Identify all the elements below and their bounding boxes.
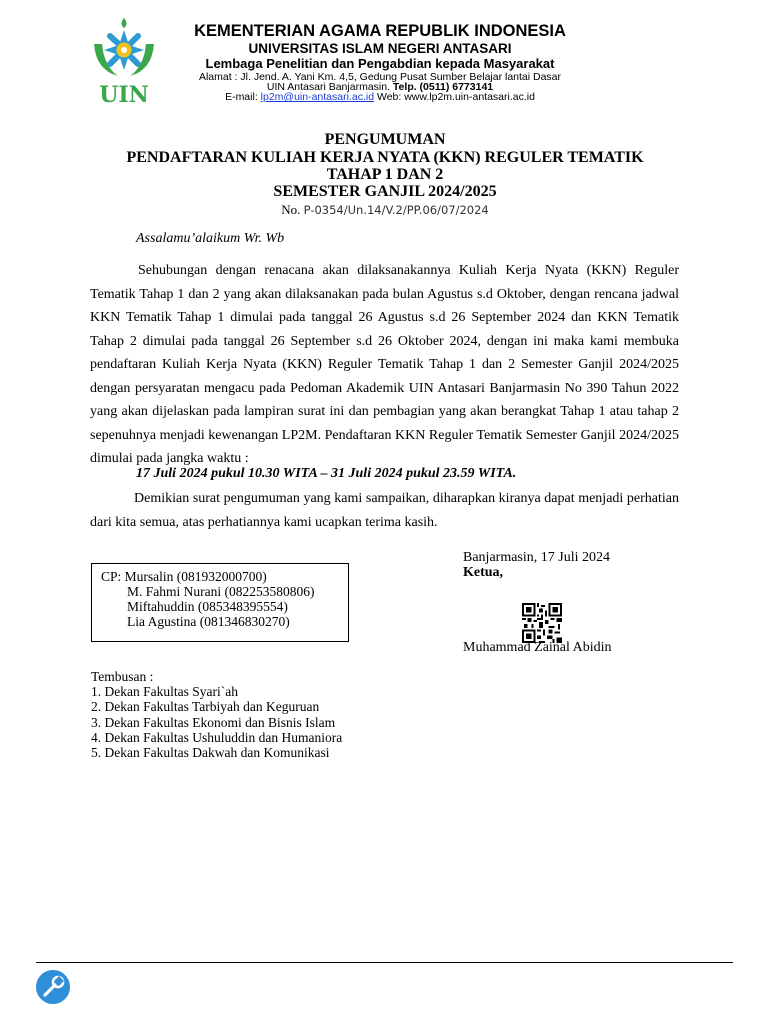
contact-line: [170, 91, 590, 103]
university-name: UNIVERSITAS ISLAM NEGERI ANTASARI: [248, 41, 512, 56]
title-subject: PENDAFTARAN KULIAH KERJA NYATA (KKN) REGULER TEMATIK: [126, 149, 644, 166]
ministry-name: KEMENTERIAN AGAMA REPUBLIK INDONESIA: [194, 22, 566, 40]
qr-code-icon: [522, 603, 562, 643]
contact-person: Miftahuddin (085348395554): [127, 599, 288, 614]
logo-text: UIN: [99, 82, 149, 106]
number-label: No.: [281, 202, 301, 217]
copies-item: 3. Dekan Fakultas Ekonomi dan Bisnis Islam: [91, 714, 336, 730]
contact-person: M. Fahmi Nurani (082253580806): [127, 584, 315, 599]
contact-person: Lia Agustina (081346830270): [127, 614, 290, 629]
title-semester: SEMESTER GANJIL 2024/2025: [273, 183, 497, 200]
signer-name: Muhammad Zainal Abidin: [463, 640, 612, 655]
place-date: Banjarmasin, 17 Juli 2024: [463, 550, 610, 565]
signer-role: Ketua,: [463, 565, 504, 580]
contact-person-box: [91, 563, 349, 642]
website: Web: www.lp2m.uin-antasari.ac.id: [376, 91, 535, 103]
copies-item: 1. Dekan Fakultas Syari`ah: [91, 684, 238, 700]
title-stage: TAHAP 1 DAN 2: [326, 166, 444, 183]
wrench-circle-icon[interactable]: [36, 970, 70, 1004]
greeting: Assalamu’alaikum Wr. Wb: [136, 231, 285, 246]
copies-list: [91, 669, 342, 760]
body-paragraph-2: Demikian surat pengumuman yang kami sampaikan, diharapkan kiranya dapat menjadi perhatian dari kita semua, atas perhatiannya kami ucapkan terima kasih.: [90, 491, 679, 530]
copies-item: 5. Dekan Fakultas Dakwah dan Komunikasi: [91, 745, 330, 761]
uin-logo: [92, 14, 156, 106]
title-announcement: PENGUMUMAN: [324, 131, 446, 148]
address-line: Alamat : Jl. Jend. A. Yani Km. 4,5, Gedung Pusat Sumber Belajar lantai Dasar: [198, 71, 562, 83]
email-link[interactable]: lp2m@uin-antasari.ac.id: [260, 91, 375, 103]
phone: Telp. (0511) 6773141: [392, 81, 494, 93]
copies-item: 4. Dekan Fakultas Ushuluddin dan Humaniora: [91, 729, 343, 745]
registration-schedule: 17 Juli 2024 pukul 10.30 WITA – 31 Juli 2024 pukul 23.59 WITA.: [136, 466, 517, 481]
footer-divider: [36, 962, 733, 963]
email-label: E-mail:: [225, 91, 258, 103]
letter-number: [60, 202, 710, 218]
copies-item: 2. Dekan Fakultas Tarbiyah dan Keguruan: [91, 699, 320, 715]
copies-label: Tembusan :: [91, 669, 154, 684]
address-city: UIN Antasari Banjarmasin.: [266, 81, 390, 93]
institute-name: Lembaga Penelitian dan Pengabdian kepada Masyarakat: [205, 56, 555, 71]
number-value: P-0354/Un.14/V.2/PP.06/07/2024: [303, 203, 489, 217]
contact-person: CP: Mursalin (081932000700): [101, 569, 267, 584]
body-paragraph-1: Sehubungan dengan renacana akan dilaksanakannya Kuliah Kerja Nyata (KKN) Reguler Tematik Tahap 1 dan 2 yang akan dilaksanakan pada bulan Agustus s.d Oktober, dengan rencana jadwal KKN Tematik Tahap 1 dimulai pada tanggal 26 Agustus s.d 26 September 2024 dan KKN Tematik Tahap 2 dimulai pada tanggal 26 September s.d 26 Oktober 2024, dengan ini maka kami membuka pendaftaran Kuliah Kerja Nyata (KKN) Reguler Tematik Tahap 1 dan 2 Semester Ganjil 2024/2025 dengan persyaratan mengacu pada Pedoman Akademik UIN Antasari Banjarmasin No 390 Tahun 2022 yang akan dijelaskan pada lampiran surat ini dan pembagian yang akan berangkat Tahap 1 atau tahap 2 sepenuhnya menjadi kewenangan LP2M. Pendaftaran KKN Reguler Tematik Semester Ganjil 2024/2025 dimulai pada jangka waktu :: [90, 263, 679, 466]
